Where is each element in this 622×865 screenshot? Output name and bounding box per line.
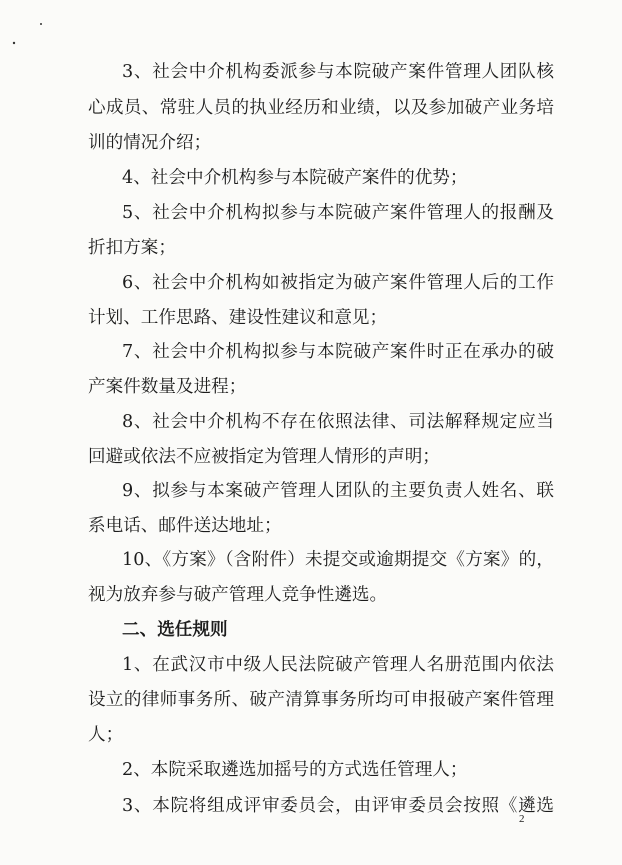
text-line: 计划、工作思路、建设性建议和意见； (88, 308, 388, 328)
text-line: 折扣方案； (88, 238, 176, 258)
text-line: 5、社会中介机构拟参与本院破产案件管理人的报酬及 (122, 203, 554, 223)
scan-specks (0, 0, 622, 60)
text-line: 2、本院采取遴选加摇号的方式选任管理人； (122, 760, 468, 780)
text-line: 回避或依法不应被指定为管理人情形的声明； (88, 447, 440, 467)
text-line: 训的情况介绍； (88, 133, 212, 153)
text-line: 8、社会中介机构不存在依照法律、司法解释规定应当 (122, 412, 554, 432)
scan-speck (40, 23, 42, 25)
text-line: 人； (88, 725, 124, 745)
text-line: 1、在武汉市中级人民法院破产管理人名册范围内依法 (122, 655, 554, 675)
text-line: 4、社会中介机构参与本院破产案件的优势； (122, 168, 468, 188)
text-line: 心成员、常驻人员的执业经历和业绩，以及参加破产业务培 (88, 98, 554, 118)
scan-speck (13, 42, 15, 44)
page-number: 2 (519, 813, 525, 825)
text-line: 3、社会中介机构委派参与本院破产案件管理人团队核 (122, 62, 554, 82)
text-line: 设立的律师事务所、破产清算事务所均可申报破产案件管理 (88, 690, 554, 710)
text-line: 7、社会中介机构拟参与本院破产案件时正在承办的破 (122, 342, 554, 362)
text-line: 产案件数量及进程； (88, 377, 247, 397)
text-line: 3、本院将组成评审委员会，由评审委员会按照《遴选 (122, 796, 554, 816)
section-heading: 二、选任规则 (122, 620, 228, 640)
text-line: 视为放弃参与破产管理人竞争性遴选。 (88, 585, 388, 605)
text-line: 系电话、邮件送达地址； (88, 516, 282, 536)
text-line: 10、《方案》（含附件）未提交或逾期提交《方案》的， (122, 550, 554, 570)
text-line: 6、社会中介机构如被指定为破产案件管理人后的工作 (122, 273, 554, 293)
text-line: 9、拟参与本案破产管理人团队的主要负责人姓名、联 (122, 481, 554, 501)
